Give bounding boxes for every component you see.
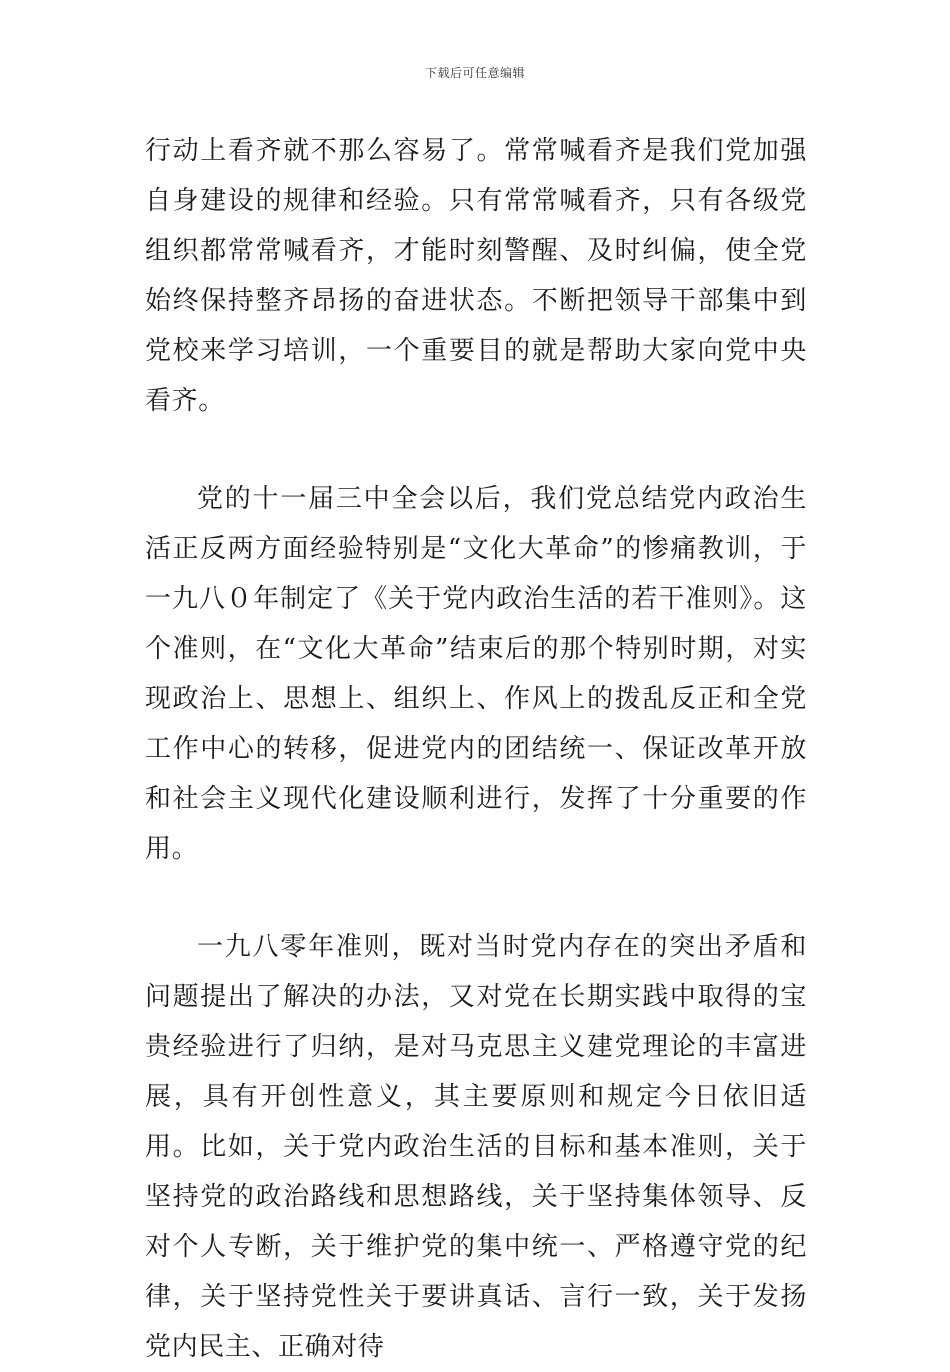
paragraph-2: 党的十一届三中全会以后，我们党总结党内政治生活正反两方面经验特别是“文化大革命”的惨痛教训，于一九八０年制定了《关于党内政治生活的若干准则》。这个准则，在“文化大革命”结束后的那个特别时期，对实现政治上、思想上、组织上、作风上的拨乱反正和全党工作中心的转移，促进党内的团结统一、保证改革开放和社会主义现代化建设顺利进行，发挥了十分重要的作用。: [145, 484, 807, 864]
page-header: 下载后可任意编辑: [424, 66, 525, 80]
paragraph-1: 行动上看齐就不那么容易了。常常喊看齐是我们党加强自身建设的规律和经验。只有常常喊看齐，只有各级党组织都常常喊看齐，才能时刻警醒、及时纠偏，使全党始终保持整齐昂扬的奋进状态。不断把领导干部集中到党校来学习培训，一个重要目的就是帮助大家向党中央看齐。: [145, 136, 807, 416]
paragraph-3: 一九八零年准则，既对当时党内存在的突出矛盾和问题提出了解决的办法，又对党在长期实践中取得的宝贵经验进行了归纳，是对马克思主义建党理论的丰富进展，具有开创性意义，其主要原则和规定今日依旧适用。比如，关于党内政治生活的目标和基本准则，关于坚持党的政治路线和思想路线，关于坚持集体领导、反对个人专断，关于维护党的集中统一、严格遵守党的纪律，关于坚持党性关于要讲真话、言行一致，关于发扬党内民主、正确对待: [145, 932, 807, 1362]
document-body: [145, 126, 807, 1372]
